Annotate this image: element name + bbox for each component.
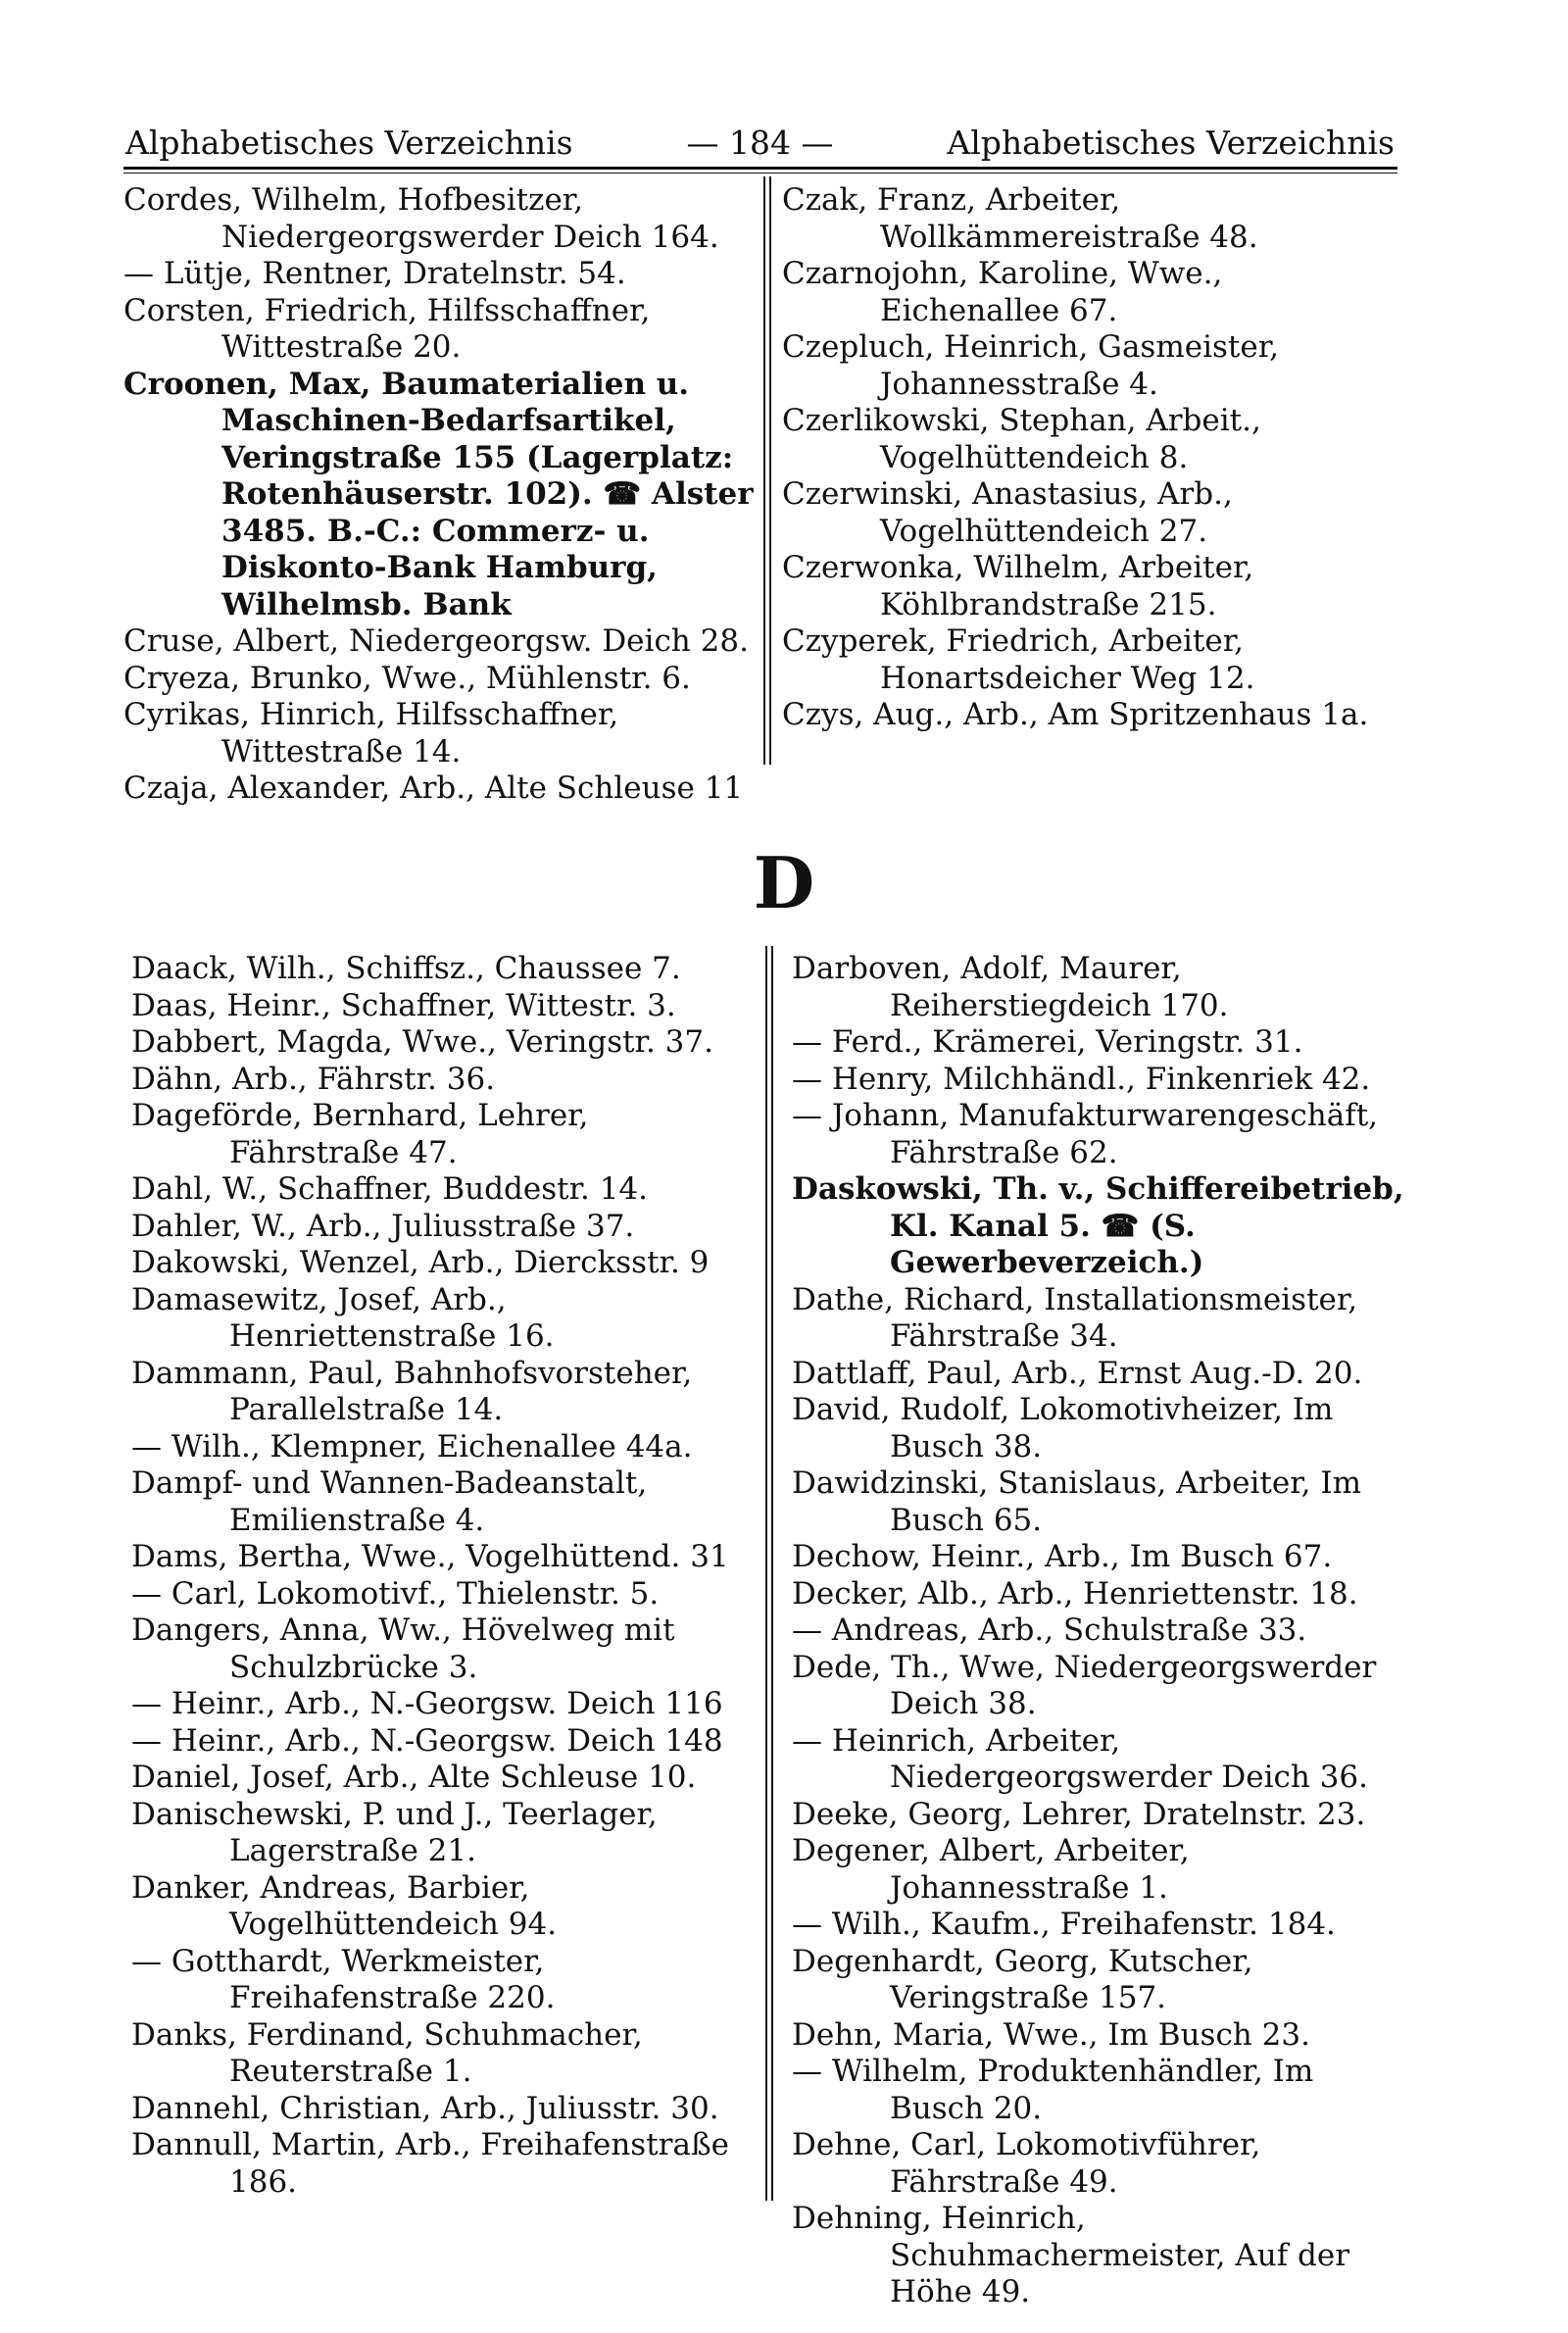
directory-entry: Dehn, Maria, Wwe., Im Busch 23. xyxy=(792,2016,1310,2053)
directory-entry: Dechow, Heinr., Arb., Im Busch 67. xyxy=(792,1539,1333,1574)
directory-entry: Czerwonka, Wilhelm, Arbeiter, Köhlbrandstraße 215. xyxy=(782,550,1254,622)
column-divider-top-1 xyxy=(763,176,765,765)
section-letter: D xyxy=(753,841,815,924)
directory-entry: Czys, Aug., Arb., Am Spritzenhaus 1a. xyxy=(782,697,1369,732)
directory-entry: Corsten, Friedrich, Hilfsschaffner, Wittestraße 20. xyxy=(123,292,651,365)
directory-entry: Dakowski, Wenzel, Arb., Diercksstr. 9 xyxy=(131,1245,710,1280)
top-left-column xyxy=(123,182,756,808)
directory-entry: Czerwinski, Anastasius, Arb., Vogelhüttendeich 27. xyxy=(782,476,1233,549)
column-divider-top-2 xyxy=(769,176,771,765)
directory-entry: Dahl, W., Schaffner, Buddestr. 14. xyxy=(131,1171,648,1207)
directory-entry: Czepluch, Heinrich, Gasmeister, Johannesstraße 4. xyxy=(782,329,1279,402)
directory-entry: Czyperek, Friedrich, Arbeiter, Honartsdeicher Weg 12. xyxy=(782,623,1255,696)
directory-entry: Dede, Th., Wwe, Niedergeorgswerder Deich 38. xyxy=(792,1649,1377,1721)
directory-entry: — Gotthardt, Werkmeister, Freihafenstraße 220. xyxy=(131,1943,556,2015)
directory-entry: David, Rudolf, Lokomotivheizer, Im Busch 38. xyxy=(792,1392,1334,1464)
directory-entry: Daskowski, Th. v., Schiffereibetrieb, Kl. Kanal 5. ☎ (S. Gewerbeverzeich.) xyxy=(792,1171,1404,1280)
directory-entry: Dangers, Anna, Ww., Hövelweg mit Schulzbrücke 3. xyxy=(131,1613,675,1685)
running-title-right: Alphabetisches Verzeichnis xyxy=(947,124,1395,162)
directory-entry: Dattlaff, Paul, Arb., Ernst Aug.-D. 20. xyxy=(792,1355,1363,1391)
directory-entry: — Henry, Milchhändl., Finkenriek 42. xyxy=(792,1061,1371,1097)
directory-entry: Daas, Heinr., Schaffner, Wittestr. 3. xyxy=(131,987,676,1023)
directory-entry: Czarnojohn, Karoline, Wwe., Eichenallee 67. xyxy=(782,256,1223,328)
directory-entry: Danischewski, P. und J., Teerlager, Lagerstraße 21. xyxy=(131,1796,658,1868)
top-right-column xyxy=(782,182,1399,734)
directory-entry: Czak, Franz, Arbeiter, Wollkämmereistraße 48. xyxy=(782,182,1258,255)
directory-entry: Dannull, Martin, Arb., Freihafenstraße 186. xyxy=(131,2127,730,2200)
directory-entry: — Ferd., Krämerei, Veringstr. 31. xyxy=(792,1024,1303,1060)
directory-entry: — Andreas, Arb., Schulstraße 33. xyxy=(792,1613,1307,1648)
directory-entry: Degenhardt, Georg, Kutscher, Veringstraße 157. xyxy=(792,1943,1253,2015)
column-divider-bottom-2 xyxy=(771,946,773,2201)
header-rule-thin xyxy=(123,173,1397,174)
bottom-left-column xyxy=(131,951,759,2201)
directory-entry: — Heinr., Arb., N.-Georgsw. Deich 148 xyxy=(131,1722,723,1759)
directory-entry: Dammann, Paul, Bahnhofsvorsteher, Parallelstraße 14. xyxy=(131,1355,693,1427)
directory-entry: — Heinrich, Arbeiter, Niedergeorgswerder Deich 36. xyxy=(792,1722,1368,1795)
directory-entry: — Johann, Manufakturwarengeschäft, Fährstraße 62. xyxy=(792,1098,1379,1170)
directory-entry: Czaja, Alexander, Arb., Alte Schleuse 11 xyxy=(123,770,744,806)
directory-entry: Dageförde, Bernhard, Lehrer, Fährstraße 47. xyxy=(131,1098,589,1170)
directory-entry: Degener, Albert, Arbeiter, Johannesstraße 1. xyxy=(792,1833,1190,1906)
directory-entry: Decker, Alb., Arb., Henriettenstr. 18. xyxy=(792,1575,1358,1612)
directory-entry: Dahler, W., Arb., Juliusstraße 37. xyxy=(131,1208,635,1244)
directory-entry: Daniel, Josef, Arb., Alte Schleuse 10. xyxy=(131,1760,697,1795)
directory-entry: — Wilh., Kaufm., Freihafenstr. 184. xyxy=(792,1907,1336,1942)
directory-entry: Croonen, Max, Baumaterialien u. Maschinen-Bedarfsartikel, Veringstraße 155 (Lagerplatz: Rotenhäuserstr. 102). ☎ Alster 3485. B.-C.: Commerz- u. Diskonto-Bank Hamburg, Wilhelmsb. Bank xyxy=(123,366,754,622)
directory-entry: Dehning, Heinrich, Schuhmachermeister, Auf der Höhe 49. xyxy=(792,2201,1350,2309)
directory-entry: Dähn, Arb., Fährstr. 36. xyxy=(131,1061,496,1097)
column-divider-bottom-1 xyxy=(765,946,767,2201)
directory-entry: Dathe, Richard, Installationsmeister, Fährstraße 34. xyxy=(792,1281,1358,1354)
directory-entry: Dawidzinski, Stanislaus, Arbeiter, Im Busch 65. xyxy=(792,1465,1361,1538)
directory-entry: Dabbert, Magda, Wwe., Veringstr. 37. xyxy=(131,1024,713,1060)
directory-entry: — Lütje, Rentner, Dratelnstr. 54. xyxy=(123,256,626,291)
directory-entry: — Heinr., Arb., N.-Georgsw. Deich 116 xyxy=(131,1686,723,1721)
directory-entry: Dampf- und Wannen-Badeanstalt, Emilienstraße 4. xyxy=(131,1465,648,1538)
directory-entry: — Wilhelm, Produktenhändler, Im Busch 20. xyxy=(792,2054,1314,2126)
directory-entry: Danker, Andreas, Barbier, Vogelhüttendeich 94. xyxy=(131,1869,558,1942)
page-number: — 184 — xyxy=(686,124,834,162)
directory-entry: Deeke, Georg, Lehrer, Dratelnstr. 23. xyxy=(792,1796,1366,1832)
directory-entry: — Carl, Lokomotivf., Thielenstr. 5. xyxy=(131,1575,660,1612)
directory-entry: Czerlikowski, Stephan, Arbeit., Vogelhüttendeich 8. xyxy=(782,403,1261,475)
directory-entry: Darboven, Adolf, Maurer, Reiherstiegdeich 170. xyxy=(792,951,1229,1023)
directory-entry: Dams, Bertha, Wwe., Vogelhüttend. 31 xyxy=(131,1539,729,1574)
bottom-right-column xyxy=(792,951,1409,2311)
directory-entry: Cruse, Albert, Niedergeorgsw. Deich 28. xyxy=(123,623,749,659)
directory-entry: Dannehl, Christian, Arb., Juliusstr. 30. xyxy=(131,2090,719,2126)
directory-entry: Cryeza, Brunko, Wwe., Mühlenstr. 6. xyxy=(123,660,691,696)
directory-entry: Daack, Wilh., Schiffsz., Chaussee 7. xyxy=(131,951,681,986)
directory-entry: Damasewitz, Josef, Arb., Henriettenstraße 16. xyxy=(131,1281,555,1354)
directory-entry: — Wilh., Klempner, Eichenallee 44a. xyxy=(131,1428,693,1464)
running-title-left: Alphabetisches Verzeichnis xyxy=(125,124,573,162)
directory-entry: Danks, Ferdinand, Schuhmacher, Reuterstraße 1. xyxy=(131,2016,643,2089)
directory-entry: Dehne, Carl, Lokomotivführer, Fährstraße 49. xyxy=(792,2127,1261,2200)
page-header xyxy=(125,124,1395,163)
header-rule xyxy=(123,167,1397,170)
directory-entry: Cordes, Wilhelm, Hofbesitzer, Niedergeorgswerder Deich 164. xyxy=(123,182,719,255)
directory-entry: Cyrikas, Hinrich, Hilfsschaffner, Wittestraße 14. xyxy=(123,697,619,769)
